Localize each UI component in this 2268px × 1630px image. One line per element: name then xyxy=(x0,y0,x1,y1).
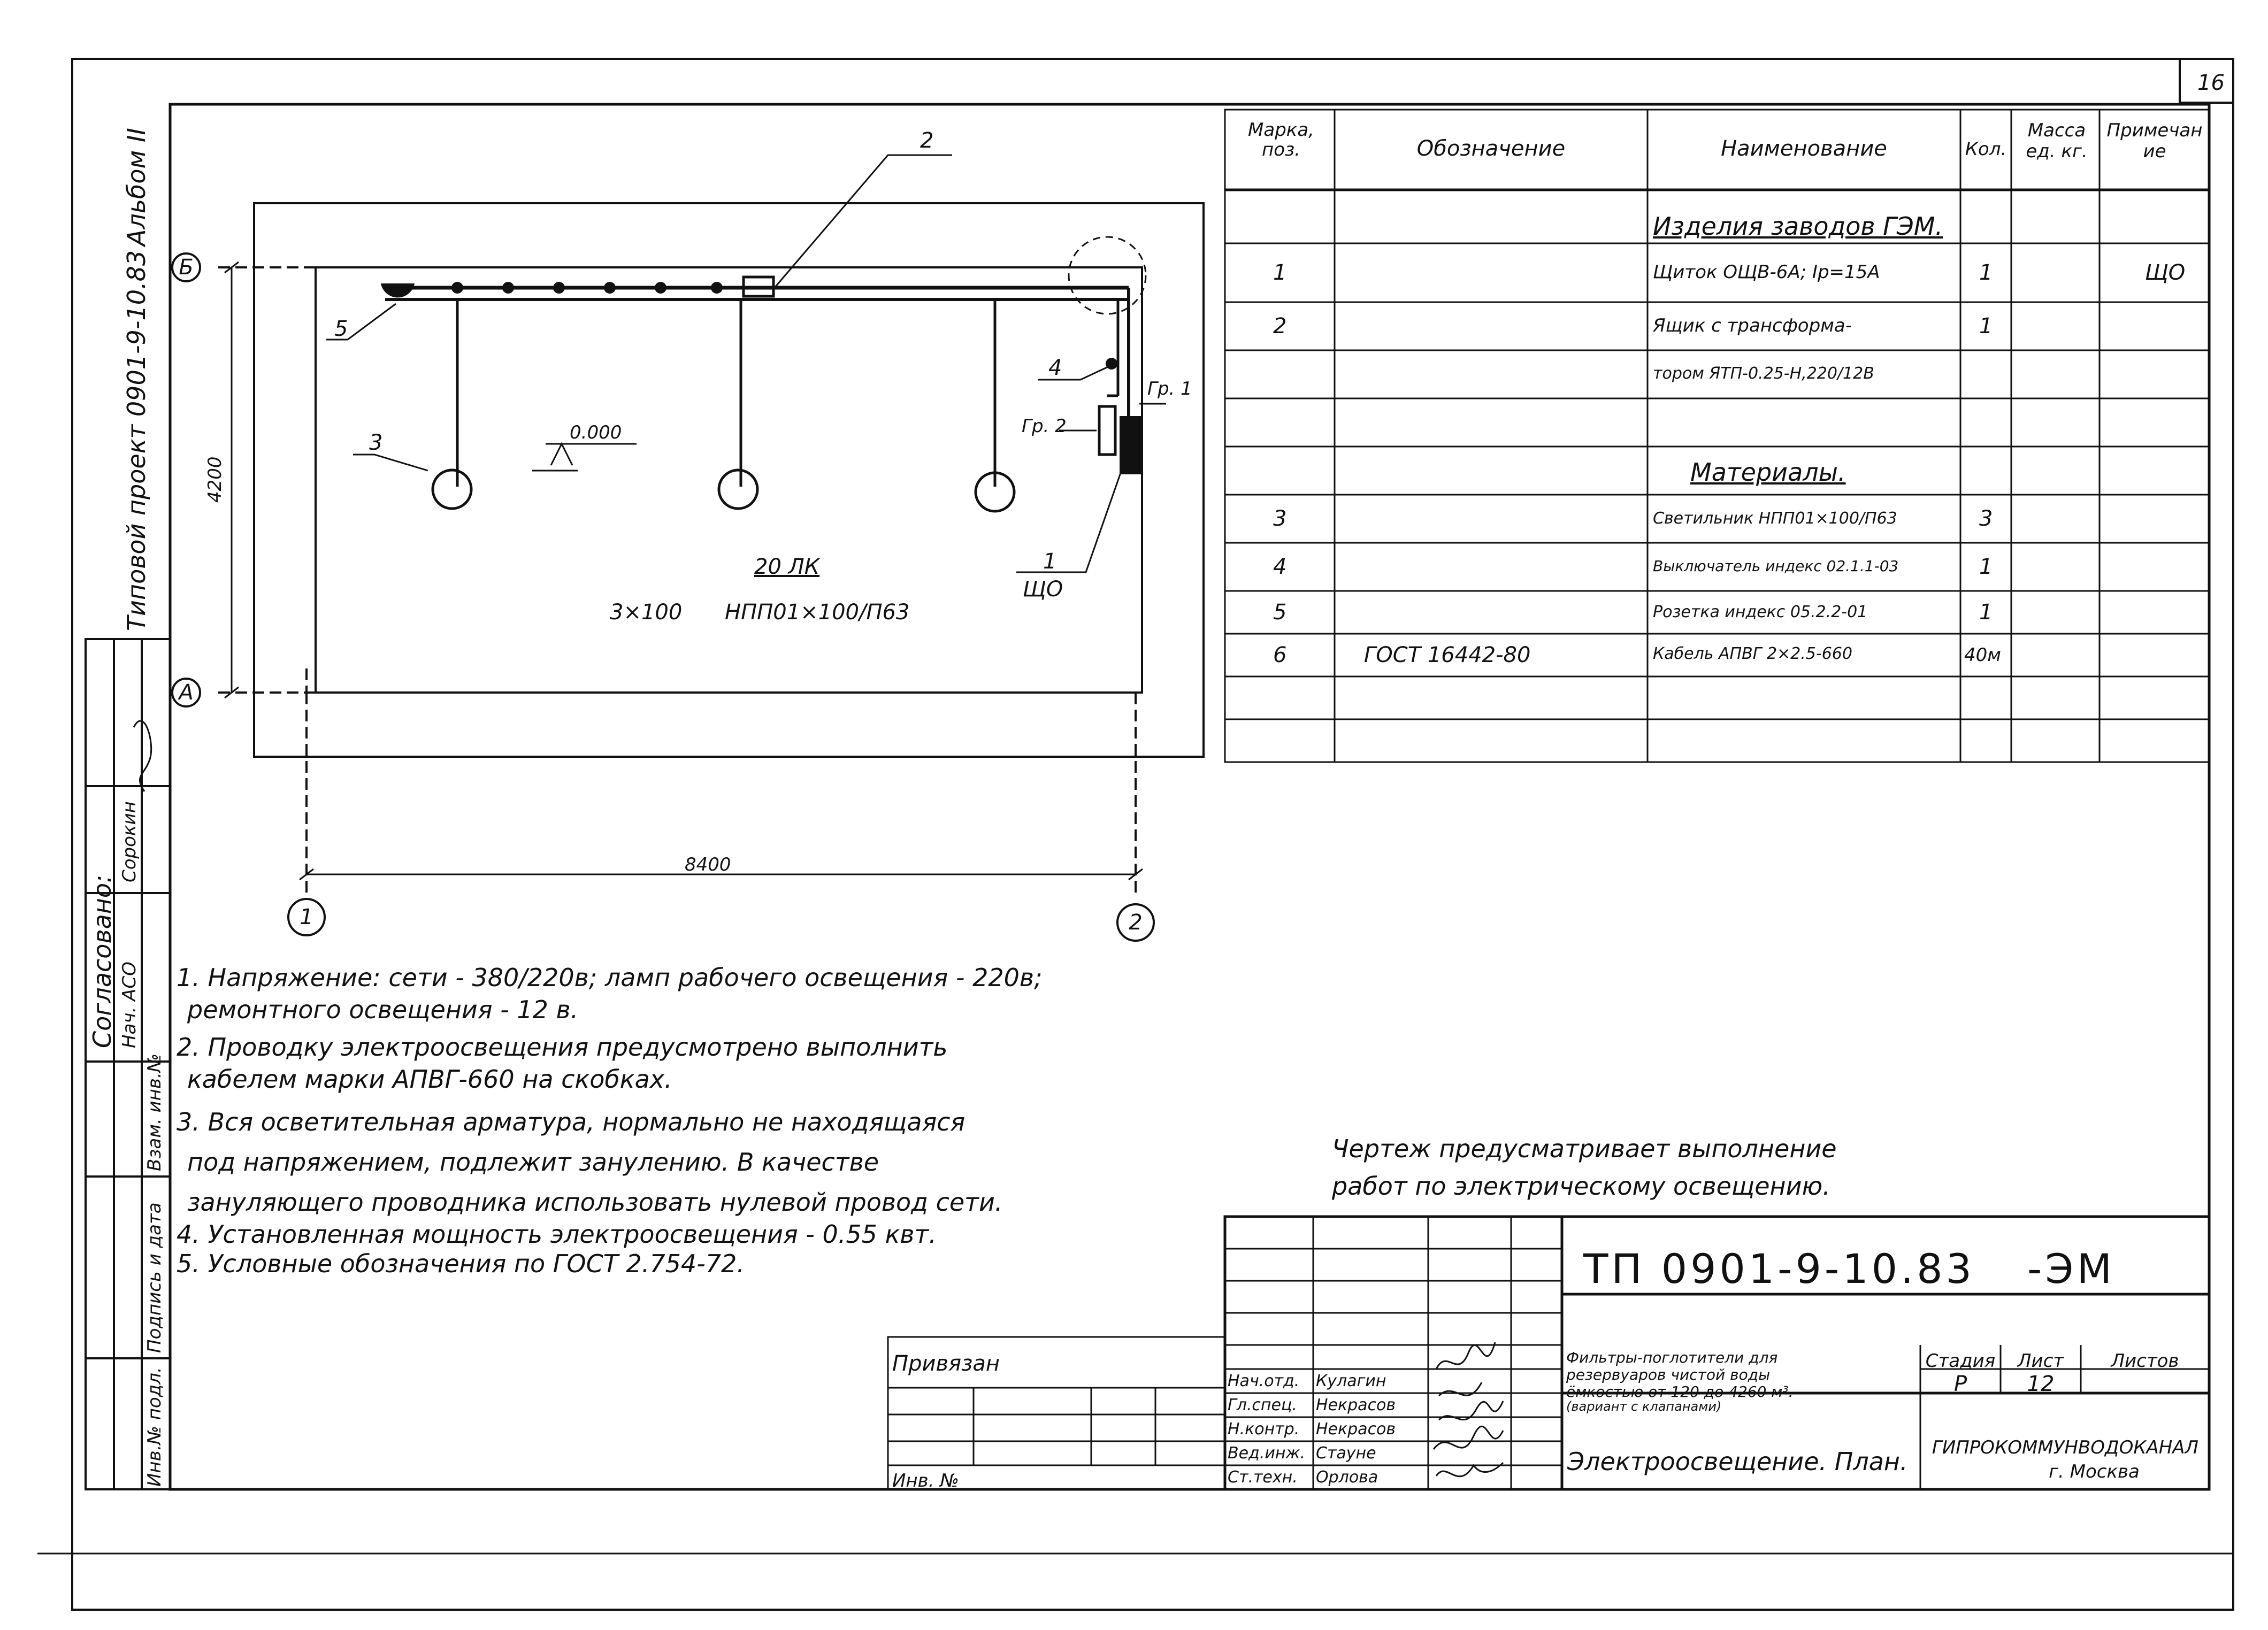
role-2: Гл.спец. xyxy=(1228,1396,1297,1414)
dim-width: 8400 xyxy=(685,854,731,875)
dim-height: 4200 xyxy=(204,456,226,503)
callout-2: 2 xyxy=(920,128,934,153)
section-factory-products: Изделия заводов ГЭМ. xyxy=(1653,212,1943,241)
sheet-label: Лист xyxy=(2017,1350,2064,1372)
header-mass: Масса ед. кг. xyxy=(2026,120,2088,163)
row-4-pos: 4 xyxy=(1273,555,1287,579)
name-2: Некрасов xyxy=(1316,1396,1396,1414)
panel-label: ЩО xyxy=(1023,577,1063,602)
lighting-panel xyxy=(1121,417,1140,473)
row-2-pos: 2 xyxy=(1273,314,1287,339)
lamp-type: НПП01×100/П63 xyxy=(725,600,910,625)
row-4-name: Выключатель индекс 02.1.1-03 xyxy=(1653,557,1899,575)
level-mark: 0.000 xyxy=(570,422,622,443)
note-5: 5. Условные обозначения по ГОСТ 2.754-72. xyxy=(177,1249,745,1278)
project-label: Типовой проект 0901-9-10.83 xyxy=(122,250,151,631)
name-5: Орлова xyxy=(1316,1468,1378,1487)
header-qty: Кол. xyxy=(1965,139,2007,160)
illuminance: 20 ЛК xyxy=(754,555,820,579)
luminaire-1 xyxy=(433,470,471,509)
row-3-qty: 3 xyxy=(1979,506,1993,531)
object-name-2: резервуаров чистой воды xyxy=(1566,1366,1771,1383)
header-mark: Марка, поз. xyxy=(1248,119,1314,161)
group-2-label: Гр. 2 xyxy=(1022,416,1067,437)
lamp-count: 3×100 xyxy=(610,600,683,625)
album-label: Альбом II xyxy=(122,128,151,246)
note-3b: под напряжением, подлежит занулению. В качестве xyxy=(187,1148,879,1177)
callout-5: 5 xyxy=(334,317,348,341)
agreed-name-2: Нач. АСО xyxy=(119,962,140,1048)
inv-label: Инв. № xyxy=(892,1470,959,1491)
header-name: Наименование xyxy=(1721,136,1887,161)
object-name-4: (вариант с клапанами) xyxy=(1566,1399,1722,1414)
row-6-pos: 6 xyxy=(1273,643,1287,667)
page-number: 16 xyxy=(2197,71,2225,95)
signatures xyxy=(134,721,1503,1477)
object-name-3: ёмкостью от 120 до 4260 м³. xyxy=(1566,1383,1794,1401)
row-1-name: Щиток ОЩВ-6А; Iр=15А xyxy=(1653,262,1880,283)
row-4-qty: 1 xyxy=(1979,555,1993,579)
agreed-label: Согласовано: xyxy=(88,874,117,1048)
role-3: Н.контр. xyxy=(1228,1420,1300,1439)
note-3: 3. Вся осветительная арматура, нормально не находящаяся xyxy=(177,1108,966,1136)
stamp-replaced-inv: Взам. инв.№ xyxy=(144,1053,165,1171)
row-6-qty: 40м xyxy=(1964,644,2001,666)
note-3c: зануляющего проводника использовать нулевой провод сети. xyxy=(187,1188,1003,1217)
row-1-qty: 1 xyxy=(1979,260,1993,285)
row-2-name: Ящик с трансформа- xyxy=(1653,315,1852,336)
stamp-signature-date: Подпись и дата xyxy=(144,1202,165,1353)
city: г. Москва xyxy=(2049,1461,2140,1482)
role-4: Вед.инж. xyxy=(1228,1444,1305,1463)
bound-label: Привязан xyxy=(892,1351,1000,1376)
axis-label-b: Б xyxy=(179,255,194,280)
header-designation: Обозначение xyxy=(1416,136,1566,161)
stage-label: Стадия xyxy=(1925,1350,1996,1372)
row-5-qty: 1 xyxy=(1979,600,1993,625)
drawing-note-2: работ по электрическому освещению. xyxy=(1332,1172,1830,1201)
drawing-code-suffix: -ЭМ xyxy=(2027,1245,2116,1293)
group-1-label: Гр. 1 xyxy=(1147,378,1192,399)
name-1: Кулагин xyxy=(1316,1372,1386,1390)
axis-label-2: 2 xyxy=(1129,910,1143,935)
row-6-designation: ГОСТ 16442-80 xyxy=(1364,643,1531,667)
row-5-pos: 5 xyxy=(1273,600,1287,625)
luminaire-2 xyxy=(719,470,757,509)
name-3: Некрасов xyxy=(1316,1420,1396,1439)
role-5: Ст.техн. xyxy=(1228,1468,1298,1487)
note-1: 1. Напряжение: сети - 380/220в; ламп рабочего освещения - 220в; xyxy=(177,963,1043,992)
sheets-label: Листов xyxy=(2111,1350,2179,1372)
row-1-note: ЩО xyxy=(2145,260,2186,285)
organization: ГИПРОКОММУНВОДОКАНАЛ xyxy=(1932,1437,2199,1458)
row-5-name: Розетка индекс 05.2.2-01 xyxy=(1653,603,1868,621)
stage-value: Р xyxy=(1953,1372,1967,1396)
note-2b: кабелем марки АПВГ-660 на скобках. xyxy=(187,1065,672,1094)
socket-symbol xyxy=(381,283,415,297)
section-materials: Материалы. xyxy=(1690,458,1846,487)
name-4: Стауне xyxy=(1316,1444,1376,1463)
sheet-title: Электроосвещение. План. xyxy=(1567,1447,1908,1476)
note-1b: ремонтного освещения - 12 в. xyxy=(187,995,579,1024)
stamp-original-inv: Инв.№ подл. xyxy=(144,1367,165,1487)
header-note: Примечание xyxy=(2106,120,2203,163)
drawing-note-1: Чертеж предусматривает выполнение xyxy=(1332,1134,1837,1163)
row-2b-name: тором ЯТП-0.25-Н,220/12В xyxy=(1653,364,1874,383)
row-6-name: Кабель АПВГ 2×2.5-660 xyxy=(1653,644,1852,663)
callout-3: 3 xyxy=(369,430,383,455)
drawing-code: ТП 0901-9-10.83 xyxy=(1583,1245,1975,1293)
axis-label-a: А xyxy=(179,680,194,705)
callout-1: 1 xyxy=(1043,549,1057,574)
row-2-qty: 1 xyxy=(1979,314,1993,339)
note-2: 2. Проводку электроосвещения предусмотрено выполнить xyxy=(177,1033,948,1062)
object-name-1: Фильтры-поглотители для xyxy=(1566,1349,1778,1366)
row-3-pos: 3 xyxy=(1273,506,1287,531)
sheet-value: 12 xyxy=(2027,1372,2055,1396)
room-inner xyxy=(316,267,1142,693)
role-1: Нач.отд. xyxy=(1228,1372,1300,1390)
note-4: 4. Установленная мощность электроосвещения - 0.55 квт. xyxy=(177,1220,937,1249)
callout-4: 4 xyxy=(1048,356,1062,380)
agreed-name-1: Сорокин xyxy=(119,801,140,882)
axis-label-1: 1 xyxy=(300,905,313,929)
row-3-name: Светильник НПП01×100/П63 xyxy=(1653,509,1897,528)
row-1-pos: 1 xyxy=(1273,260,1287,285)
